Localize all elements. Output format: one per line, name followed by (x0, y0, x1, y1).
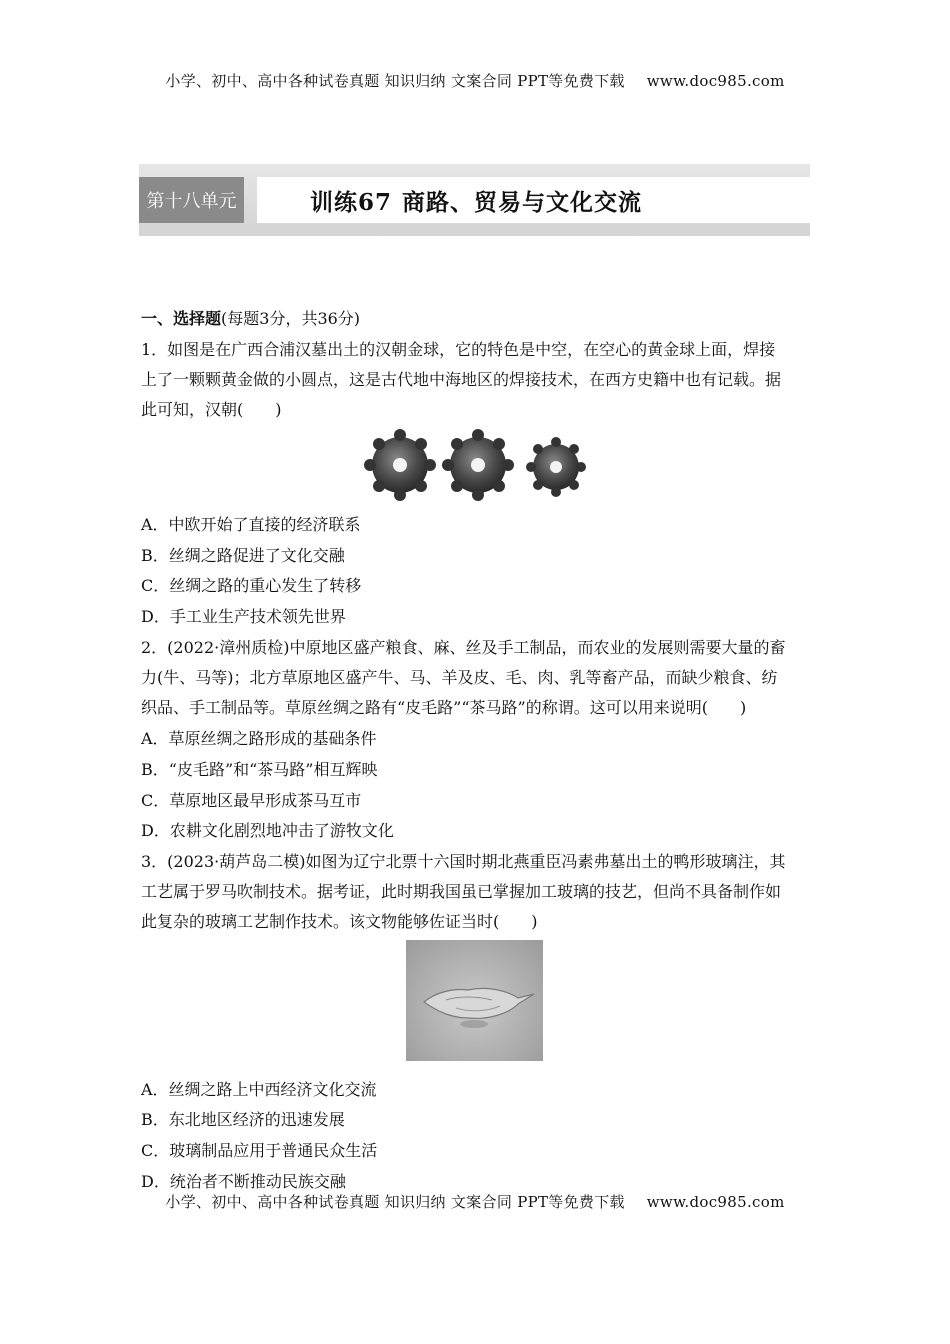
section-note: (每题3分，共36分) (221, 309, 361, 328)
q3-stem-line-1: 3．(2023·葫芦岛二模)如图为辽宁北票十六国时期北燕重臣冯素弗墓出土的鸭形玻璃注，其 (141, 852, 786, 871)
title-number: 训练67 (310, 189, 393, 216)
q2-stem-line-1: 2．(2022·漳州质检)中原地区盛产粮食、麻、丝及手工制品，而农业的发展则需要大量的畜 (141, 638, 786, 657)
q1-stem-line-3: 此可知，汉朝( ) (141, 400, 282, 419)
q3-option-a: A．丝绸之路上中西经济文化交流 (141, 1080, 377, 1099)
top-banner-text: 小学、初中、高中各种试卷真题 知识归纳 文案合同 PPT等免费下载 (165, 72, 625, 90)
q3-option-b: B．东北地区经济的迅速发展 (141, 1110, 345, 1129)
q1-option-c: C．丝绸之路的重心发生了转移 (141, 576, 362, 595)
top-banner-url: www.doc985.com (646, 72, 785, 90)
q2-option-c: C．草原地区最早形成茶马互市 (141, 791, 362, 810)
bottom-banner-url: www.doc985.com (646, 1193, 785, 1211)
q3-stem-line-2: 工艺属于罗马吹制技术。据考证，此时期我国虽已掌握加工玻璃的技艺，但尚不具备制作如 (141, 882, 782, 901)
q2-option-b: B．“皮毛路”和“茶马路”相互辉映 (141, 760, 378, 779)
q1-option-d: D．手工业生产技术领先世界 (141, 607, 346, 626)
bottom-banner (0, 1191, 950, 1212)
duck-glass-vessel-image (406, 940, 543, 1061)
q2-stem-line-2: 力(牛、马等)；北方草原地区盛产牛、马、羊及皮、毛、肉、乳等畜产品，而缺少粮食、纺 (141, 668, 778, 687)
q3-option-d: D．统治者不断推动民族交融 (141, 1172, 346, 1191)
section-title: 一、选择题 (141, 309, 222, 328)
q3-stem-line-3: 此复杂的玻璃工艺制作技术。该文物能够佐证当时( ) (141, 912, 538, 931)
q1-option-b: B．丝绸之路促进了文化交融 (141, 546, 345, 565)
q2-option-a: A．草原丝绸之路形成的基础条件 (141, 729, 377, 748)
gold-bead-3 (526, 437, 586, 497)
q3-option-c: C．玻璃制品应用于普通民众生活 (141, 1141, 378, 1160)
unit-tab: 第十八单元 (139, 177, 244, 223)
gold-bead-2 (442, 429, 514, 501)
q1-stem-line-2: 上了一颗颗黄金做的小圆点，这是古代地中海地区的焊接技术，在西方史籍中也有记载。据 (141, 370, 782, 389)
q1-stem-line-1: 1．如图是在广西合浦汉墓出土的汉朝金球，它的特色是中空，在空心的黄金球上面，焊接 (141, 340, 776, 359)
q1-option-a: A．中欧开始了直接的经济联系 (141, 515, 361, 534)
q2-option-d: D．农耕文化剧烈地冲击了游牧文化 (141, 821, 394, 840)
bottom-banner-text: 小学、初中、高中各种试卷真题 知识归纳 文案合同 PPT等免费下载 (165, 1193, 625, 1211)
page-title (310, 184, 642, 217)
gold-bead-1 (364, 429, 436, 501)
section-heading (141, 306, 360, 329)
q2-stem-line-3: 织品、手工制品等。草原丝绸之路有“皮毛路”“茶马路”的称谓。这可以用来说明( ) (141, 698, 747, 717)
top-banner (0, 70, 950, 91)
duck-glass-figure (406, 940, 543, 1061)
gold-beads-figure (360, 429, 590, 501)
title-text: 商路、贸易与文化交流 (402, 189, 643, 216)
